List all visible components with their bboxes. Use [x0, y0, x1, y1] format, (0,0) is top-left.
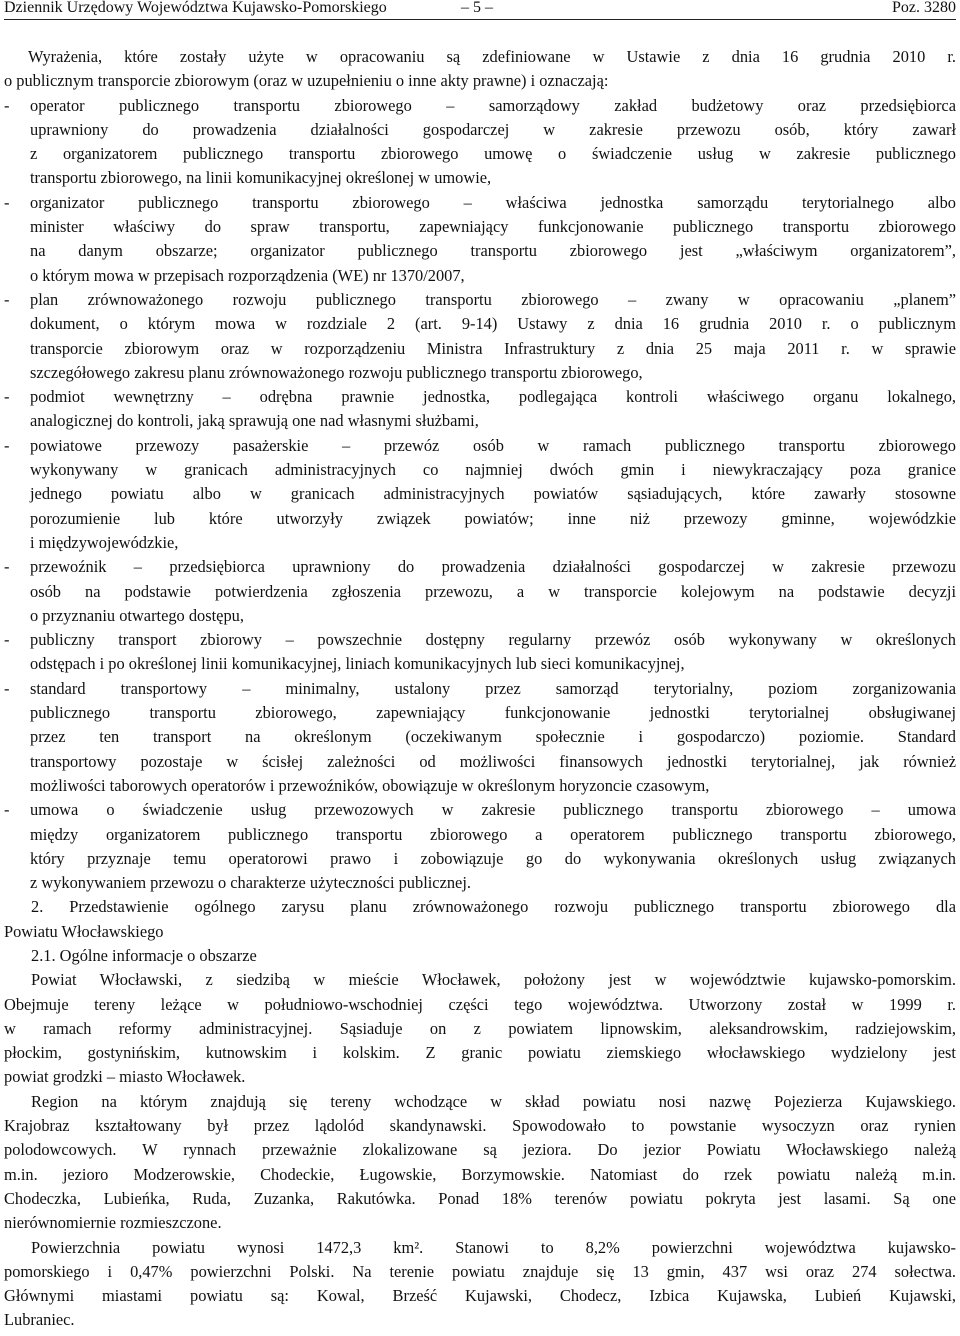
text-line: Obejmuje tereny leżące w południowo-wschodniej części tego województwa. Utworzony został w 1999 r.	[4, 994, 956, 1014]
text-line: o którym mowa w przepisach rozporządzenia (WE) nr 1370/2007,	[30, 265, 465, 285]
text-line: z organizatorem publicznego transportu zbiorowego umowę o świadczenie usług w zakresie publicznego	[30, 144, 956, 164]
text-line: - przewoźnik – przedsiębiorca uprawniony do prowadzenia działalności gospodarczej w zakresie przewozu	[4, 555, 956, 579]
text-line: o publicznym transporcie zbiorowym (oraz w uzupełnieniu o inne akty prawne) i oznaczają:	[4, 71, 609, 91]
definition-item	[4, 798, 956, 895]
page-header	[4, 0, 956, 22]
text-line: - podmiot wewnętrzny – odrębna prawnie jednostka, podlegająca kontroli właściwego organu lokalnego,	[4, 385, 956, 409]
definition-list	[4, 94, 956, 896]
text-line: między organizatorem publicznego transportu zbiorowego a operatorem publicznego transportu zbiorowego,	[30, 824, 956, 844]
text-line: transporcie zbiorowym oraz w rozporządzeniu Ministra Infrastruktury z dnia 25 maja 2011 r. w sprawie	[30, 338, 956, 358]
section-heading-2	[4, 895, 956, 944]
list-bullet: -	[4, 435, 10, 455]
text-line: z wykonywaniem przewozu o charakterze użyteczności publicznej.	[30, 873, 471, 893]
text-line: publicznego transportu zbiorowego, zapewniający funkcjonowanie jednostki terytorialnej obsługiwanej	[30, 703, 956, 723]
text-line: Lubraniec.	[4, 1310, 75, 1330]
text-line: m.in. jezioro Modzerowskie, Chodeckie, Ługowskie, Borzymowskie. Natomiast do rzek powiatu należą m.in.	[4, 1164, 956, 1184]
text-line: 2. Przedstawienie ogólnego zarysu planu zrównoważonego rozwoju publicznego transportu zbiorowego dla	[31, 897, 956, 917]
text-line: transportowy pozostaje w ścisłej zależności od możliwości finansowych jednostki terytorialnej, jak również	[30, 751, 956, 771]
text-line: wykonywany w granicach administracyjnych co najmniej dwóch gmin i niewykraczający poza granice	[30, 460, 956, 480]
page-number: – 5 –	[461, 0, 493, 16]
text-line: odstępach i po określonej linii komunikacyjnej, liniach komunikacyjnych lub sieci komunikacyjnej,	[30, 654, 685, 674]
definition-item	[4, 434, 956, 555]
text-line: Chodeczka, Lubieńka, Ruda, Zuzanka, Rakutówka. Ponad 18% terenów powiatu pokryta jest lasami. Są one	[4, 1188, 956, 1208]
text-line: nierównomiernie rozmieszczone.	[4, 1213, 222, 1233]
list-bullet: -	[4, 289, 10, 309]
text-line: analogicznej do kontroli, jaką sprawują one nad własnymi służbami,	[30, 411, 479, 431]
text-line: - umowa o świadczenie usług przewozowych w zakresie publicznego transportu zbiorowego – umowa	[4, 798, 956, 822]
definition-item	[4, 385, 956, 434]
list-bullet: -	[4, 557, 10, 577]
text-line: Wyrażenia, które zostały użyte w opracowaniu są zdefiniowane w Ustawie z dnia 16 grudnia 2010 r.	[28, 47, 956, 66]
text-line: o przyznaniu otwartego dostępu,	[30, 605, 244, 625]
text-line: transportu zbiorowego, na linii komunikacyjnej określonej w umowie,	[30, 168, 492, 188]
section-heading-2-1	[4, 944, 956, 968]
journal-title: Dziennik Urzędowy Województwa Kujawsko-Pomorskiego	[4, 0, 387, 16]
text-line: - standard transportowy – minimalny, ustalony przez samorząd terytorialny, poziom zorganizowania	[4, 677, 956, 701]
item-number: Poz. 3280	[892, 0, 956, 16]
text-line: Region na którym znajdują się tereny wchodzące w skład powiatu nosi nazwę Pojezierza Kujawskiego.	[31, 1091, 956, 1111]
text-line: Krajobraz kształtowany był przez lądolód skandynawski. Spowodowało to powstanie wysoczyzn oraz rynien	[4, 1116, 956, 1136]
definition-item	[4, 677, 956, 798]
text-line: który przyznaje temu operatorowi prawo i zobowiązuje go do wykonywania określonych usług związanych	[30, 848, 956, 868]
text-line: - publiczny transport zbiorowy – powszechnie dostępny regularny przewóz osób wykonywany w określonych	[4, 628, 956, 652]
paragraph-landscape	[4, 1090, 956, 1236]
text-line: - operator publicznego transportu zbiorowego – samorządowy zakład budżetowy oraz przedsiębiorca	[4, 94, 956, 118]
definition-item	[4, 94, 956, 191]
text-line: 2.1. Ogólne informacje o obszarze	[31, 945, 257, 965]
text-line: Powierzchnia powiatu wynosi 1472,3 km². Stanowi to 8,2% powierzchni województwa kujawsko-	[31, 1237, 956, 1257]
text-line: w ramach reformy administracyjnej. Sąsiaduje on z powiatem lipnowskim, aleksandrowskim, radziejowskim,	[4, 1018, 956, 1038]
text-line: i międzywojewódzkie,	[30, 532, 179, 552]
text-line: szczegółowego zakresu planu zrównoważonego rozwoju publicznego transportu zbiorowego,	[30, 362, 643, 382]
text-line: - plan zrównoważonego rozwoju publicznego transportu zbiorowego – zwany w opracowaniu „planem”	[4, 288, 956, 312]
definition-item	[4, 288, 956, 385]
definition-item	[4, 191, 956, 288]
text-line: minister właściwy do spraw transportu, zapewniający funkcjonowanie publicznego transportu zbiorowego	[30, 217, 956, 237]
paragraph-location	[4, 968, 956, 1089]
list-bullet: -	[4, 95, 10, 115]
paragraph-area	[4, 1236, 956, 1333]
text-line: pomorskiego i 0,47% powierzchni Polski. Na terenie powiatu znajduje się 13 gmin, 437 wsi oraz 274 sołectwa.	[4, 1261, 956, 1281]
list-bullet: -	[4, 800, 10, 820]
list-bullet: -	[4, 192, 10, 212]
definition-item	[4, 555, 956, 628]
text-line: na danym obszarze; organizator publicznego transportu zbiorowego jest „właściwym organizatorem”,	[30, 241, 956, 261]
list-bullet: -	[4, 678, 10, 698]
text-line: przez ten transport na określonym (oczekiwanym społecznie i gospodarczo) poziomie. Standard	[30, 727, 956, 747]
text-line: możliwości taborowych operatorów i przewoźników, obowiązuje w określonym horyzoncie czasowym,	[30, 775, 710, 795]
list-bullet: -	[4, 630, 10, 650]
document-body	[4, 45, 956, 1333]
text-line: polodowcowych. W rynnach przeważnie zlokalizowane są jeziora. Do jezior Powiatu Włocławskiego należą	[4, 1140, 956, 1160]
text-line: płockim, gostynińskim, kutnowskim i kolskim. Z granic powiatu ziemskiego włocławskiego wydzielony jest	[4, 1043, 956, 1063]
text-line: Głównymi miastami powiatu są: Kowal, Brześć Kujawski, Chodecz, Izbica Kujawska, Lubień Kujawski,	[4, 1286, 956, 1306]
text-line: powiat grodzki – miasto Włocławek.	[4, 1067, 246, 1087]
header-rule	[4, 19, 956, 20]
definition-item	[4, 628, 956, 677]
text-line: - powiatowe przewozy pasażerskie – przewóz osób w ramach publicznego transportu zbiorowego	[4, 434, 956, 458]
text-line: porozumienie lub które utworzyły związek powiatów; inne niż przewozy gminne, wojewódzkie	[30, 508, 956, 528]
list-bullet: -	[4, 387, 10, 407]
text-line: jednego powiatu albo w granicach administracyjnych powiatów sąsiadujących, które zawarły stosowne	[30, 484, 956, 504]
text-line: Powiatu Włocławskiego	[4, 921, 164, 941]
text-line: uprawniony do prowadzenia działalności gospodarczej w zakresie przewozu osób, który zawarł	[30, 119, 956, 139]
text-line: - organizator publicznego transportu zbiorowego – właściwa jednostka samorządu terytorialnego albo	[4, 191, 956, 215]
text-line: Powiat Włocławski, z siedzibą w mieście Włocławek, położony jest w województwie kujawsko-pomorskim.	[31, 970, 956, 990]
text-line: osób na podstawie potwierdzenia zgłoszenia przewozu, a w transporcie kolejowym na podstawie decyzji	[30, 581, 956, 601]
intro-paragraph	[4, 45, 956, 94]
text-line: dokument, o którym mowa w rozdziale 2 (art. 9-14) Ustawy z dnia 16 grudnia 2010 r. o publicznym	[30, 314, 956, 334]
